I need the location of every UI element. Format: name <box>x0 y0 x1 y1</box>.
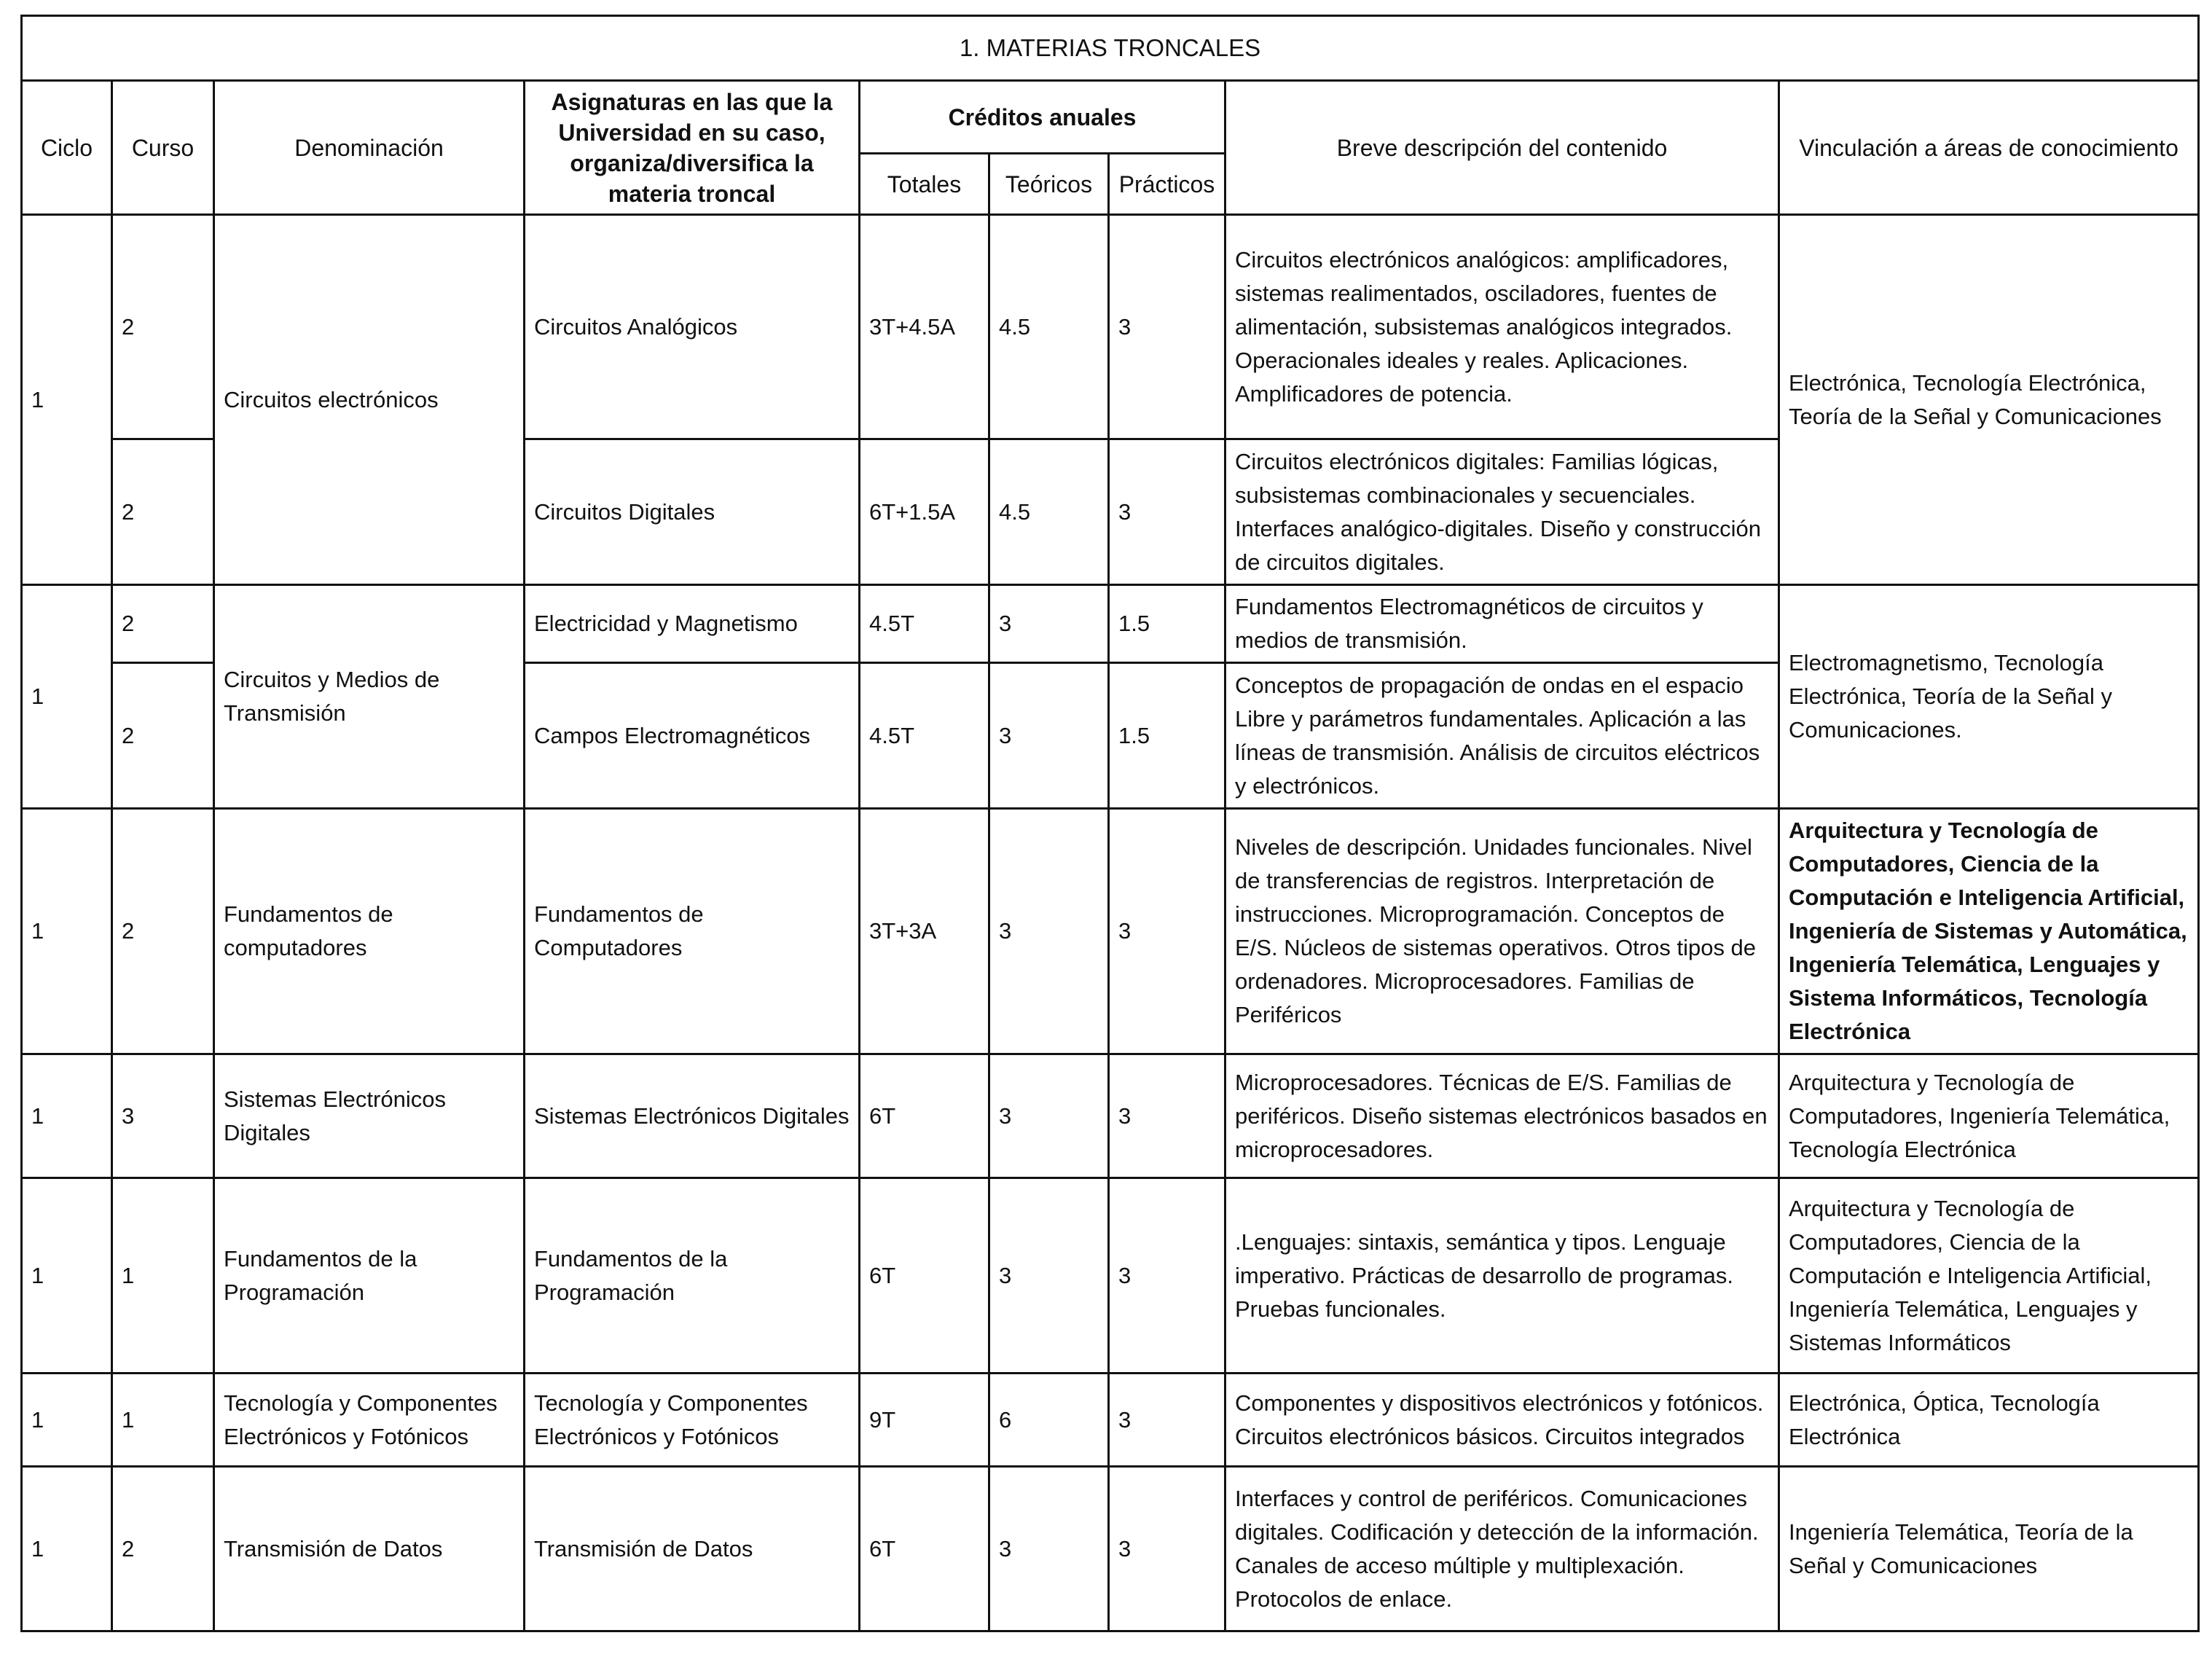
cell-ciclo: 1 <box>22 1054 112 1178</box>
cell-curso: 2 <box>112 809 214 1054</box>
cell-practicos: 3 <box>1109 439 1225 585</box>
cell-teoricos: 3 <box>989 1178 1109 1374</box>
cell-practicos: 3 <box>1109 1178 1225 1374</box>
cell-vinculacion: Arquitectura y Tecnología de Computadores, Ciencia de la Computación e Inteligencia Artificial, Ingeniería de Sistemas y Automática, Ingeniería Telemática, Lenguajes y Sistema Informáticos, Tecnología Electrónica <box>1779 809 2199 1054</box>
cell-asignatura: Circuitos Digitales <box>525 439 860 585</box>
cell-asignatura: Fundamentos de Computadores <box>525 809 860 1054</box>
cell-vinculacion: Arquitectura y Tecnología de Computadores, Ciencia de la Computación e Inteligencia Artificial, Ingeniería Telemática, Lenguajes y Sistemas Informáticos <box>1779 1178 2199 1374</box>
cell-asignatura: Tecnología y Componentes Electrónicos y Fotónicos <box>525 1374 860 1467</box>
cell-denominacion: Sistemas Electrónicos Digitales <box>214 1054 525 1178</box>
cell-curso: 1 <box>112 1178 214 1374</box>
table-row <box>22 585 2199 663</box>
cell-ciclo: 1 <box>22 1467 112 1631</box>
cell-descripcion: Microprocesadores. Técnicas de E/S. Familias de periféricos. Diseño sistemas electrónicos basados en microprocesadores. <box>1225 1054 1779 1178</box>
header-practicos: Prácticos <box>1109 154 1225 215</box>
cell-curso: 2 <box>112 1467 214 1631</box>
cell-curso: 2 <box>112 663 214 809</box>
header-vinculacion: Vinculación a áreas de conocimiento <box>1779 81 2199 215</box>
cell-denominacion: Transmisión de Datos <box>214 1467 525 1631</box>
cell-descripcion: Fundamentos Electromagnéticos de circuitos y medios de transmisión. <box>1225 585 1779 663</box>
table-row <box>22 1374 2199 1467</box>
cell-totales: 3T+3A <box>860 809 989 1054</box>
cell-descripcion: Interfaces y control de periféricos. Comunicaciones digitales. Codificación y detección de la información. Canales de acceso múltiple y multiplexación. Protocolos de enlace. <box>1225 1467 1779 1631</box>
cell-practicos: 3 <box>1109 809 1225 1054</box>
cell-vinculacion: Ingeniería Telemática, Teoría de la Señal y Comunicaciones <box>1779 1467 2199 1631</box>
cell-totales: 6T <box>860 1054 989 1178</box>
cell-totales: 3T+4.5A <box>860 215 989 439</box>
cell-totales: 4.5T <box>860 663 989 809</box>
cell-ciclo: 1 <box>22 1374 112 1467</box>
cell-denominacion: Circuitos electrónicos <box>214 215 525 585</box>
table-row <box>22 809 2199 1054</box>
cell-curso: 2 <box>112 439 214 585</box>
cell-practicos: 3 <box>1109 1054 1225 1178</box>
cell-denominacion: Fundamentos de computadores <box>214 809 525 1054</box>
cell-curso: 2 <box>112 585 214 663</box>
cell-teoricos: 4.5 <box>989 215 1109 439</box>
header-creditos: Créditos anuales <box>860 81 1225 154</box>
cell-practicos: 3 <box>1109 1467 1225 1631</box>
header-asignaturas: Asignaturas en las que la Universidad en su caso, organiza/diversifica la materia troncal <box>525 81 860 215</box>
header-teoricos: Teóricos <box>989 154 1109 215</box>
cell-vinculacion: Electrónica, Tecnología Electrónica, Teoría de la Señal y Comunicaciones <box>1779 215 2199 585</box>
cell-practicos: 3 <box>1109 215 1225 439</box>
cell-teoricos: 3 <box>989 585 1109 663</box>
cell-descripcion: Conceptos de propagación de ondas en el espacio Libre y parámetros fundamentales. Aplicación a las líneas de transmisión. Análisis de circuitos eléctricos y electrónicos. <box>1225 663 1779 809</box>
cell-descripcion: Circuitos electrónicos analógicos: amplificadores, sistemas realimentados, osciladores, fuentes de alimentación, subsistemas analógicos integrados. Operacionales ideales y reales. Aplicaciones. Amplificadores de potencia. <box>1225 215 1779 439</box>
cell-teoricos: 3 <box>989 809 1109 1054</box>
cell-ciclo: 1 <box>22 1178 112 1374</box>
cell-denominacion: Tecnología y Componentes Electrónicos y Fotónicos <box>214 1374 525 1467</box>
cell-vinculacion: Electrónica, Óptica, Tecnología Electrónica <box>1779 1374 2199 1467</box>
cell-descripcion: Componentes y dispositivos electrónicos y fotónicos. Circuitos electrónicos básicos. Circuitos integrados <box>1225 1374 1779 1467</box>
cell-totales: 9T <box>860 1374 989 1467</box>
document-page <box>20 15 2197 1632</box>
cell-teoricos: 6 <box>989 1374 1109 1467</box>
cell-vinculacion: Electromagnetismo, Tecnología Electrónica, Teoría de la Señal y Comunicaciones. <box>1779 585 2199 809</box>
cell-asignatura: Sistemas Electrónicos Digitales <box>525 1054 860 1178</box>
header-totales: Totales <box>860 154 989 215</box>
header-denominacion: Denominación <box>214 81 525 215</box>
cell-curso: 2 <box>112 215 214 439</box>
header-ciclo: Ciclo <box>22 81 112 215</box>
cell-totales: 6T <box>860 1178 989 1374</box>
cell-curso: 3 <box>112 1054 214 1178</box>
cell-denominacion: Fundamentos de la Programación <box>214 1178 525 1374</box>
cell-totales: 6T <box>860 1467 989 1631</box>
cell-practicos: 1.5 <box>1109 663 1225 809</box>
cell-asignatura: Campos Electromagnéticos <box>525 663 860 809</box>
cell-teoricos: 3 <box>989 1467 1109 1631</box>
cell-ciclo: 1 <box>22 809 112 1054</box>
cell-practicos: 3 <box>1109 1374 1225 1467</box>
cell-asignatura: Electricidad y Magnetismo <box>525 585 860 663</box>
cell-curso: 1 <box>112 1374 214 1467</box>
header-descripcion: Breve descripción del contenido <box>1225 81 1779 215</box>
cell-asignatura: Fundamentos de la Programación <box>525 1178 860 1374</box>
cell-denominacion: Circuitos y Medios de Transmisión <box>214 585 525 809</box>
materias-troncales-table <box>20 15 2200 1632</box>
table-row <box>22 1178 2199 1374</box>
cell-totales: 6T+1.5A <box>860 439 989 585</box>
cell-teoricos: 3 <box>989 663 1109 809</box>
cell-ciclo: 1 <box>22 215 112 585</box>
cell-vinculacion: Arquitectura y Tecnología de Computadores, Ingeniería Telemática, Tecnología Electrónica <box>1779 1054 2199 1178</box>
table-row <box>22 215 2199 439</box>
cell-descripcion: Niveles de descripción. Unidades funcionales. Nivel de transferencias de registros. Interpretación de instrucciones. Microprogramación. Conceptos de E/S. Núcleos de sistemas operativos. Otros tipos de ordenadores. Microprocesadores. Familias de Periféricos <box>1225 809 1779 1054</box>
cell-asignatura: Circuitos Analógicos <box>525 215 860 439</box>
cell-practicos: 1.5 <box>1109 585 1225 663</box>
table-row <box>22 1054 2199 1178</box>
cell-descripcion: Circuitos electrónicos digitales: Familias lógicas, subsistemas combinacionales y secuenciales. Interfaces analógico-digitales. Diseño y construcción de circuitos digitales. <box>1225 439 1779 585</box>
cell-teoricos: 3 <box>989 1054 1109 1178</box>
header-curso: Curso <box>112 81 214 215</box>
cell-totales: 4.5T <box>860 585 989 663</box>
cell-descripcion: .Lenguajes: sintaxis, semántica y tipos. Lenguaje imperativo. Prácticas de desarrollo de programas. Pruebas funcionales. <box>1225 1178 1779 1374</box>
cell-teoricos: 4.5 <box>989 439 1109 585</box>
table-title: 1. MATERIAS TRONCALES <box>22 16 2199 81</box>
cell-ciclo: 1 <box>22 585 112 809</box>
table-row <box>22 1467 2199 1631</box>
cell-asignatura: Transmisión de Datos <box>525 1467 860 1631</box>
